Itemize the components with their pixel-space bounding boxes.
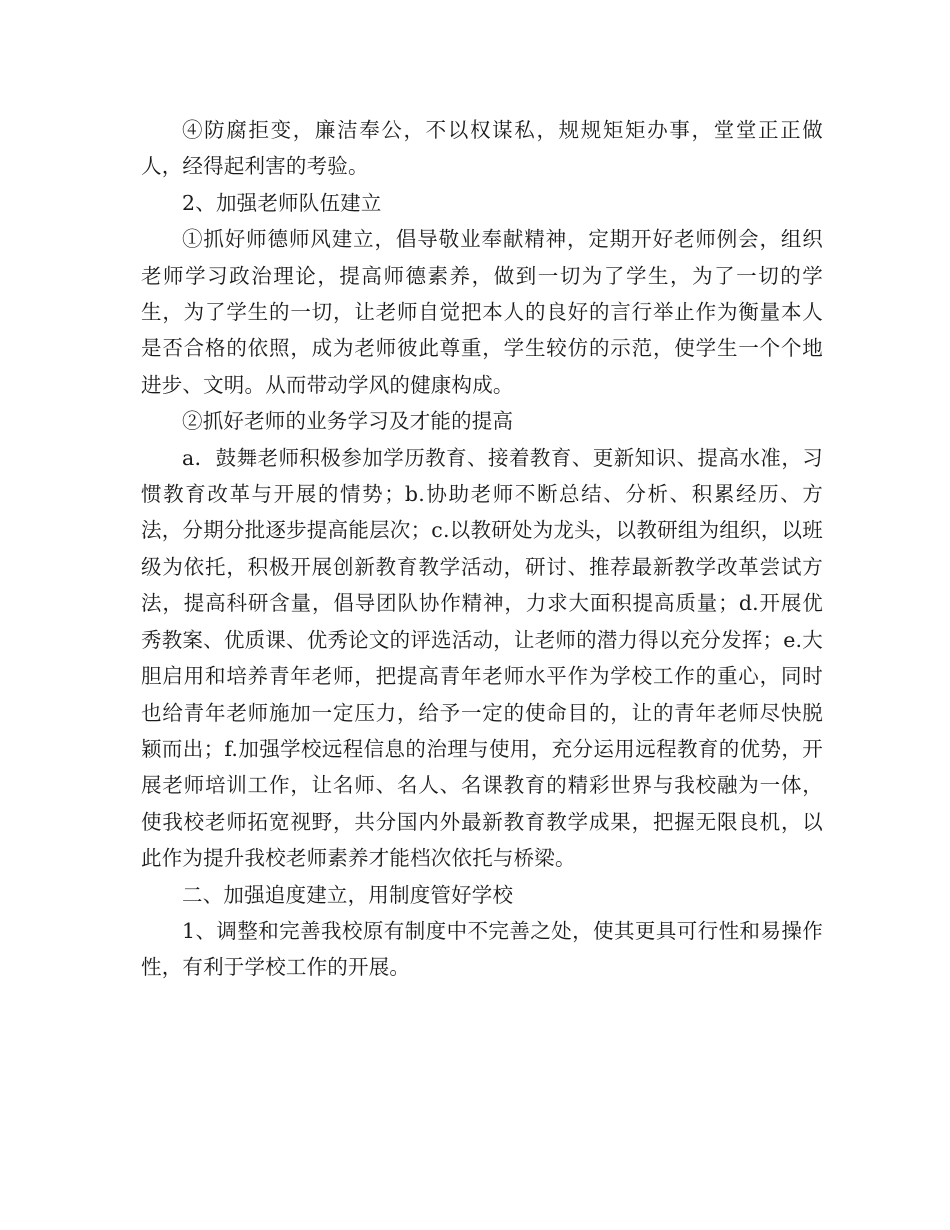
heading-teacher-team: 2、加强老师队伍建立 [182, 190, 382, 215]
document-body [141, 112, 823, 986]
heading-teacher-study: ②抓好老师的业务学习及才能的提高 [182, 409, 514, 434]
paragraph-teacher-ethics: ①抓好师德师风建立，倡导敬业奉献精神，定期开好老师例会，组织老师学习政治理论，提高师德素养，做到一切为了学生，为了一切的学生，为了学生的一切，让老师自觉把本人的良好的言行举止作为衡量本人是否合格的依照，成为老师彼此尊重，学生较仿的示范，使学生一个个地进步、文明。从而带动学风的健康构成。 [141, 227, 823, 397]
paragraph-system-adjust: 1、调整和完善我校原有制度中不完善之处，使其更具可行性和易操作性，有利于学校工作的开展。 [141, 918, 823, 980]
paragraph-anticorruption: ④防腐拒变，廉洁奉公，不以权谋私，规规矩矩办事，堂堂正正做人，经得起利害的考验。 [141, 118, 823, 179]
heading-system-building: 二、加强追度建立，用制度管好学校 [182, 882, 514, 907]
paragraph-teacher-measures: a．鼓舞老师积极参加学历教育、接着教育、更新知识、提高水准，习惯教育改革与开展的情势；b.协助老师不断总结、分析、积累经历、方法，分期分批逐步提高能层次；c.以教研处为龙头，以教研组为组织，以班级为依托，积极开展创新教育教学活动，研讨、推荐最新教学改革尝试方法，提高科研含量，倡导团队协作精神，力求大面积提高质量；d.开展优秀教案、优质课、优秀论文的评选活动，让老师的潜力得以充分发挥；e.大胆启用和培养青年老师，把提高青年老师水平作为学校工作的重心，同时也给青年老师施加一定压力，给予一定的使命目的，让的青年老师尽快脱颖而出；f.加强学校远程信息的治理与使用，充分运用远程教育的优势，开展老师培训工作，让名师、名人、名课教育的精彩世界与我校融为一体，使我校老师拓宽视野，共分国内外最新教育教学成果，把握无限良机，以此作为提升我校老师素养才能档次依托与桥梁。 [141, 445, 823, 871]
